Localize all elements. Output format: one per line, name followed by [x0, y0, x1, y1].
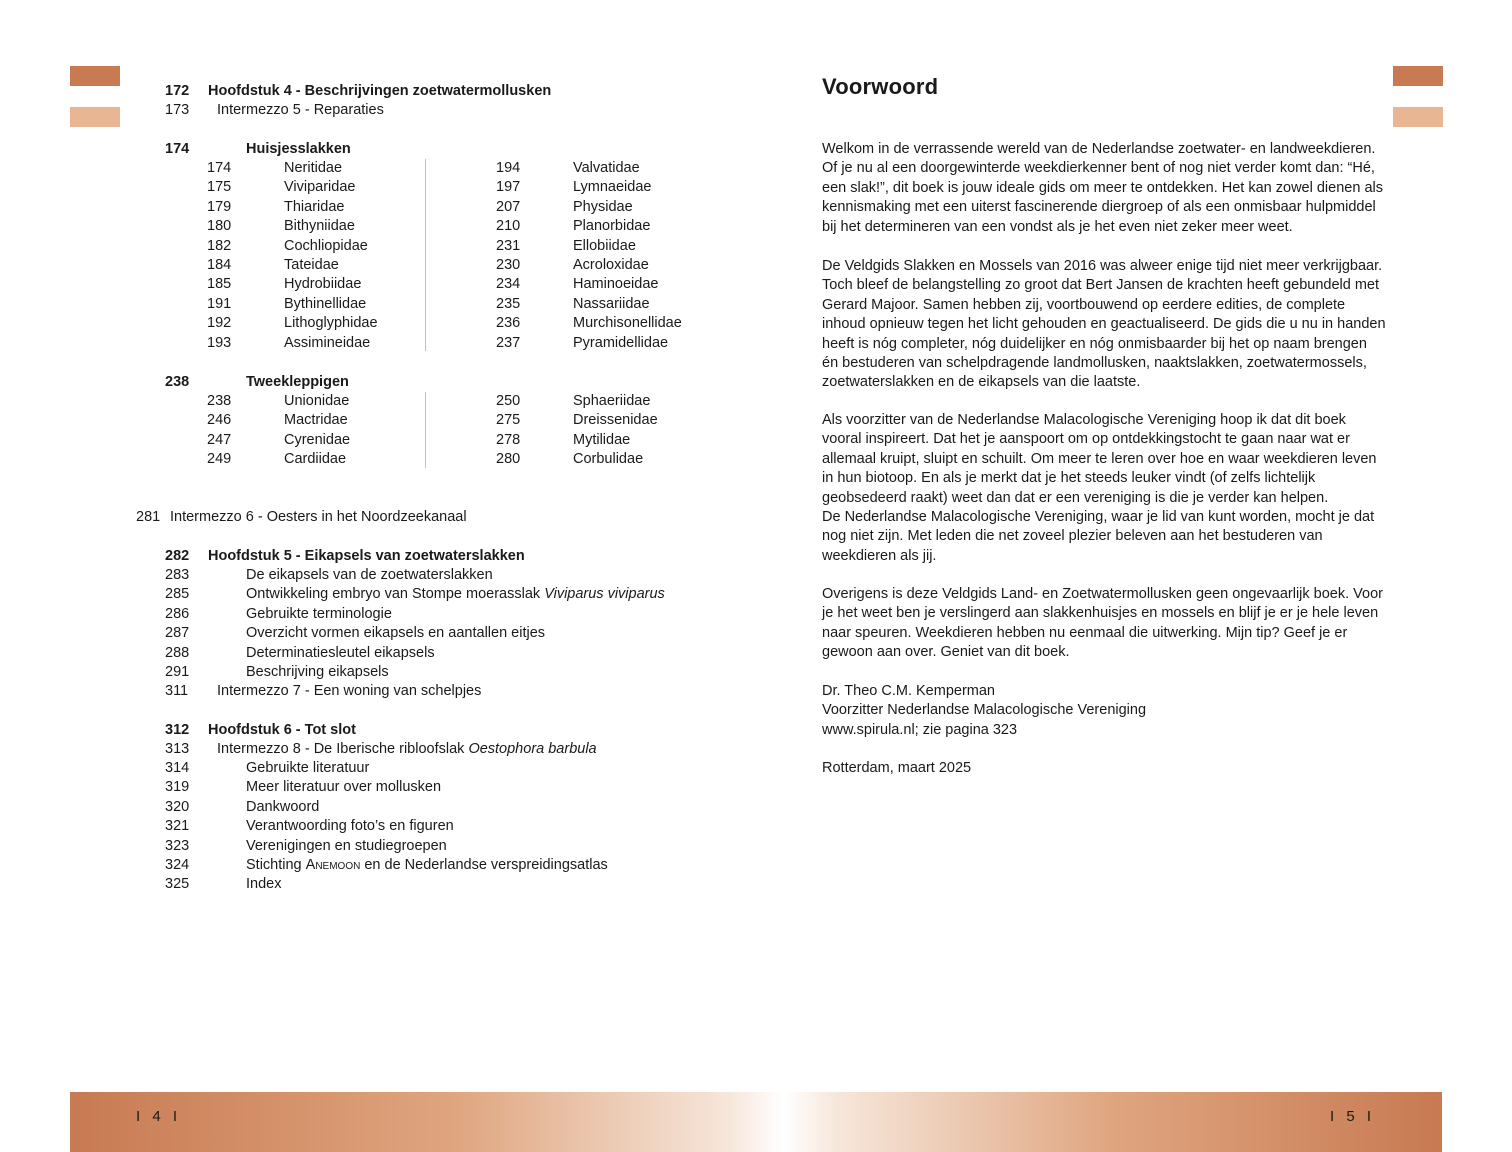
page-number: 280	[496, 451, 521, 468]
page-number: 182	[207, 237, 232, 254]
item-title: Beschrijving eikapsels	[246, 664, 389, 680]
page-number: 180	[207, 218, 232, 235]
family-name: Pyramidellidae	[573, 334, 669, 351]
family-name: Corbulidae	[573, 451, 644, 468]
page-number: 287	[165, 625, 190, 642]
family-name: Lithoglyphidae	[284, 315, 378, 332]
foreword-paragraph-2: De Veldgids Slakken en Mossels van 2016 was alweer enige tijd niet meer verkrijgbaar. Toch bleef de belangstelling zo groot dat Bert Jansen de krachten heeft gebundeld met Gerard Majoor. Samen hebben zij, voortbouwend op eerdere edities, de complete inhoud opnieuw tegen het licht gehouden en geactualiseerd. De gids die u nu in handen heeft is nóg completer, nóg duidelijker en nóg onmisbaarder bij het op naam brengen én bestuderen van schelpdragende landmollusken, naaktslakken, zoetwatermossels, zoetwaterslakken en de eikapsels van die laatste.	[822, 258, 1386, 391]
page-number: 194	[496, 160, 521, 176]
page-number: 191	[207, 295, 232, 312]
page-number: 231	[496, 237, 521, 254]
page-number-left: I 4 I	[136, 1108, 182, 1125]
signature-name: Dr. Theo C.M. Kemperman	[822, 683, 995, 699]
family-name: Haminoeidae	[573, 276, 659, 293]
page-number: 192	[207, 315, 232, 332]
page-number: 238	[207, 393, 232, 409]
family-name: Murchisonellidae	[573, 315, 682, 332]
family-name: Planorbidae	[573, 218, 651, 235]
family-name: Acroloxidae	[573, 257, 649, 273]
family-name: Assimineidae	[284, 334, 371, 351]
item-title: Verantwoording foto’s en figuren	[246, 818, 454, 835]
item-title: Dankwoord	[246, 798, 320, 815]
page-number: 285	[165, 586, 190, 603]
foreword-paragraph-4: Overigens is deze Veldgids Land- en Zoetwatermollusken geen ongevaarlijk boek. Voor je het weet ben je verslingerd aan slakkenhuisjes en mossels en blijf je er je hele leven naar speuren. Weekdieren hebben nu eenmaal die uitwerking. Mijn tip? Geef je er gewoon aan over. Geniet van dit boek.	[822, 586, 1384, 661]
family-name: Viviparidae	[284, 179, 356, 196]
page-number: 193	[207, 334, 232, 351]
page-number: 324	[165, 857, 190, 873]
item-title: Meer literatuur over mollusken	[246, 779, 442, 796]
item-title: Determinatiesleutel eikapsels	[246, 644, 435, 661]
page-number: 250	[496, 393, 521, 409]
family-name: Cardiidae	[284, 451, 347, 468]
family-name: Dreissenidae	[573, 412, 658, 429]
family-name: Mytilidae	[573, 431, 631, 448]
page-number-right: I 5 I	[1330, 1108, 1376, 1125]
item-title: Index	[246, 876, 282, 893]
item-title: Gebruikte terminologie	[246, 605, 392, 622]
page-number: 230	[496, 257, 521, 273]
page-number: 323	[165, 837, 190, 854]
foreword-paragraph-3: Als voorzitter van de Nederlandse Malacologische Vereniging hoop ik dat dit boek vooral inspireert. Dat het je aanspoort om op ontdekkingstocht te gaan naar wat er allemaal kruipt, sluipt en schuilt. Om meer te leren over hoe en waar weekdieren leven in hun biotoop. En als je merkt dat je het steeds leuker vindt (of zelfs lichtelijk geobsedeerd raakt) weet dan dat er een vereniging is die je verder kan helpen. De Nederlandse Malacologische Vereniging, waar je lid van kunt worden, mocht je dat nog niet zijn. Met leden die net zoveel plezier beleven aan het bestuderen van weekdieren als jij.	[822, 412, 1377, 564]
page-number: 179	[207, 198, 232, 215]
foreword-paragraph-1: Welkom in de verrassende wereld van de Nederlandse zoetwater- en landweekdieren. Of je nu al een doorgewinterde weekdierkenner bent of nog niet verder komt dan: “Hé, een slak!”, dit boek is jouw ideale gids om meer te ontdekken. Het kan zowel dienen als kennismaking met een uiterst fascinerende diergroep of als een onmisbaar hulpmiddel bij het determineren van een vondst als je het even niet zeker meer weet.	[822, 141, 1383, 235]
item-title: Gebruikte literatuur	[246, 760, 370, 776]
page-number: 184	[207, 257, 232, 273]
page-number: 174	[207, 160, 232, 176]
page-number: 321	[165, 818, 190, 835]
page-number: 275	[496, 412, 521, 429]
footer-band	[70, 1092, 1442, 1152]
family-name: Tateidae	[284, 257, 339, 273]
page-tab-right-light	[1393, 107, 1443, 127]
column-divider	[425, 392, 426, 468]
item-title: Stichting Anemoon en de Nederlandse verspreidingsatlas	[246, 857, 608, 873]
family-name: Thiaridae	[284, 198, 345, 215]
foreword-title: Voorwoord	[822, 74, 939, 99]
signature-role: Voorzitter Nederlandse Malacologische Vereniging	[822, 702, 1147, 719]
family-name: Valvatidae	[573, 160, 640, 176]
page-number: 288	[165, 644, 190, 661]
page-number: 278	[496, 431, 521, 448]
page-number: 247	[207, 431, 232, 448]
item-title: Verenigingen en studiegroepen	[246, 837, 447, 854]
item-title: Ontwikkeling embryo van Stompe moerasslak Viviparus viviparus	[246, 586, 665, 603]
family-name: Bithyniidae	[284, 218, 355, 235]
item-title: Overzicht vormen eikapsels en aantallen eitjes	[246, 625, 546, 642]
page-number: 207	[496, 198, 521, 215]
page-number: 210	[496, 218, 521, 235]
family-name: Hydrobiidae	[284, 276, 362, 293]
page-tab-left-light	[70, 107, 120, 127]
family-name: Lymnaeidae	[573, 179, 652, 196]
page-number: 283	[165, 567, 190, 583]
page-number: 185	[207, 276, 232, 293]
family-name: Cochliopidae	[284, 237, 368, 254]
page-number: 235	[496, 295, 521, 312]
family-name: Neritidae	[284, 160, 343, 176]
page-tab-right-dark	[1393, 66, 1443, 86]
family-name: Cyrenidae	[284, 431, 351, 448]
page-number: 237	[496, 334, 521, 351]
family-name: Sphaeriidae	[573, 393, 651, 409]
page-number: 197	[496, 179, 521, 196]
signature-website[interactable]: www.spirula.nl; zie pagina 323	[822, 721, 1018, 738]
page-number: 249	[207, 451, 232, 468]
family-name: Mactridae	[284, 412, 348, 429]
family-name: Physidae	[573, 198, 633, 215]
page-number: 320	[165, 798, 190, 815]
family-name: Bythinellidae	[284, 295, 367, 312]
page-number: 234	[496, 276, 521, 293]
column-divider	[425, 159, 426, 351]
page-tab-left-dark	[70, 66, 120, 86]
page-number: 175	[207, 179, 232, 196]
family-name: Nassariidae	[573, 295, 650, 312]
family-name: Ellobiidae	[573, 237, 636, 254]
page-number: 236	[496, 315, 521, 332]
page-number: 314	[165, 760, 190, 776]
foreword-place-date: Rotterdam, maart 2025	[822, 760, 972, 776]
item-title: De eikapsels van de zoetwaterslakken	[246, 567, 493, 583]
page-number: 325	[165, 876, 190, 893]
page-number: 319	[165, 779, 190, 796]
page-number: 286	[165, 605, 190, 622]
page-number: 246	[207, 412, 232, 429]
foreword-signature	[822, 682, 1387, 740]
family-name: Unionidae	[284, 393, 350, 409]
page-number: 291	[165, 664, 190, 680]
